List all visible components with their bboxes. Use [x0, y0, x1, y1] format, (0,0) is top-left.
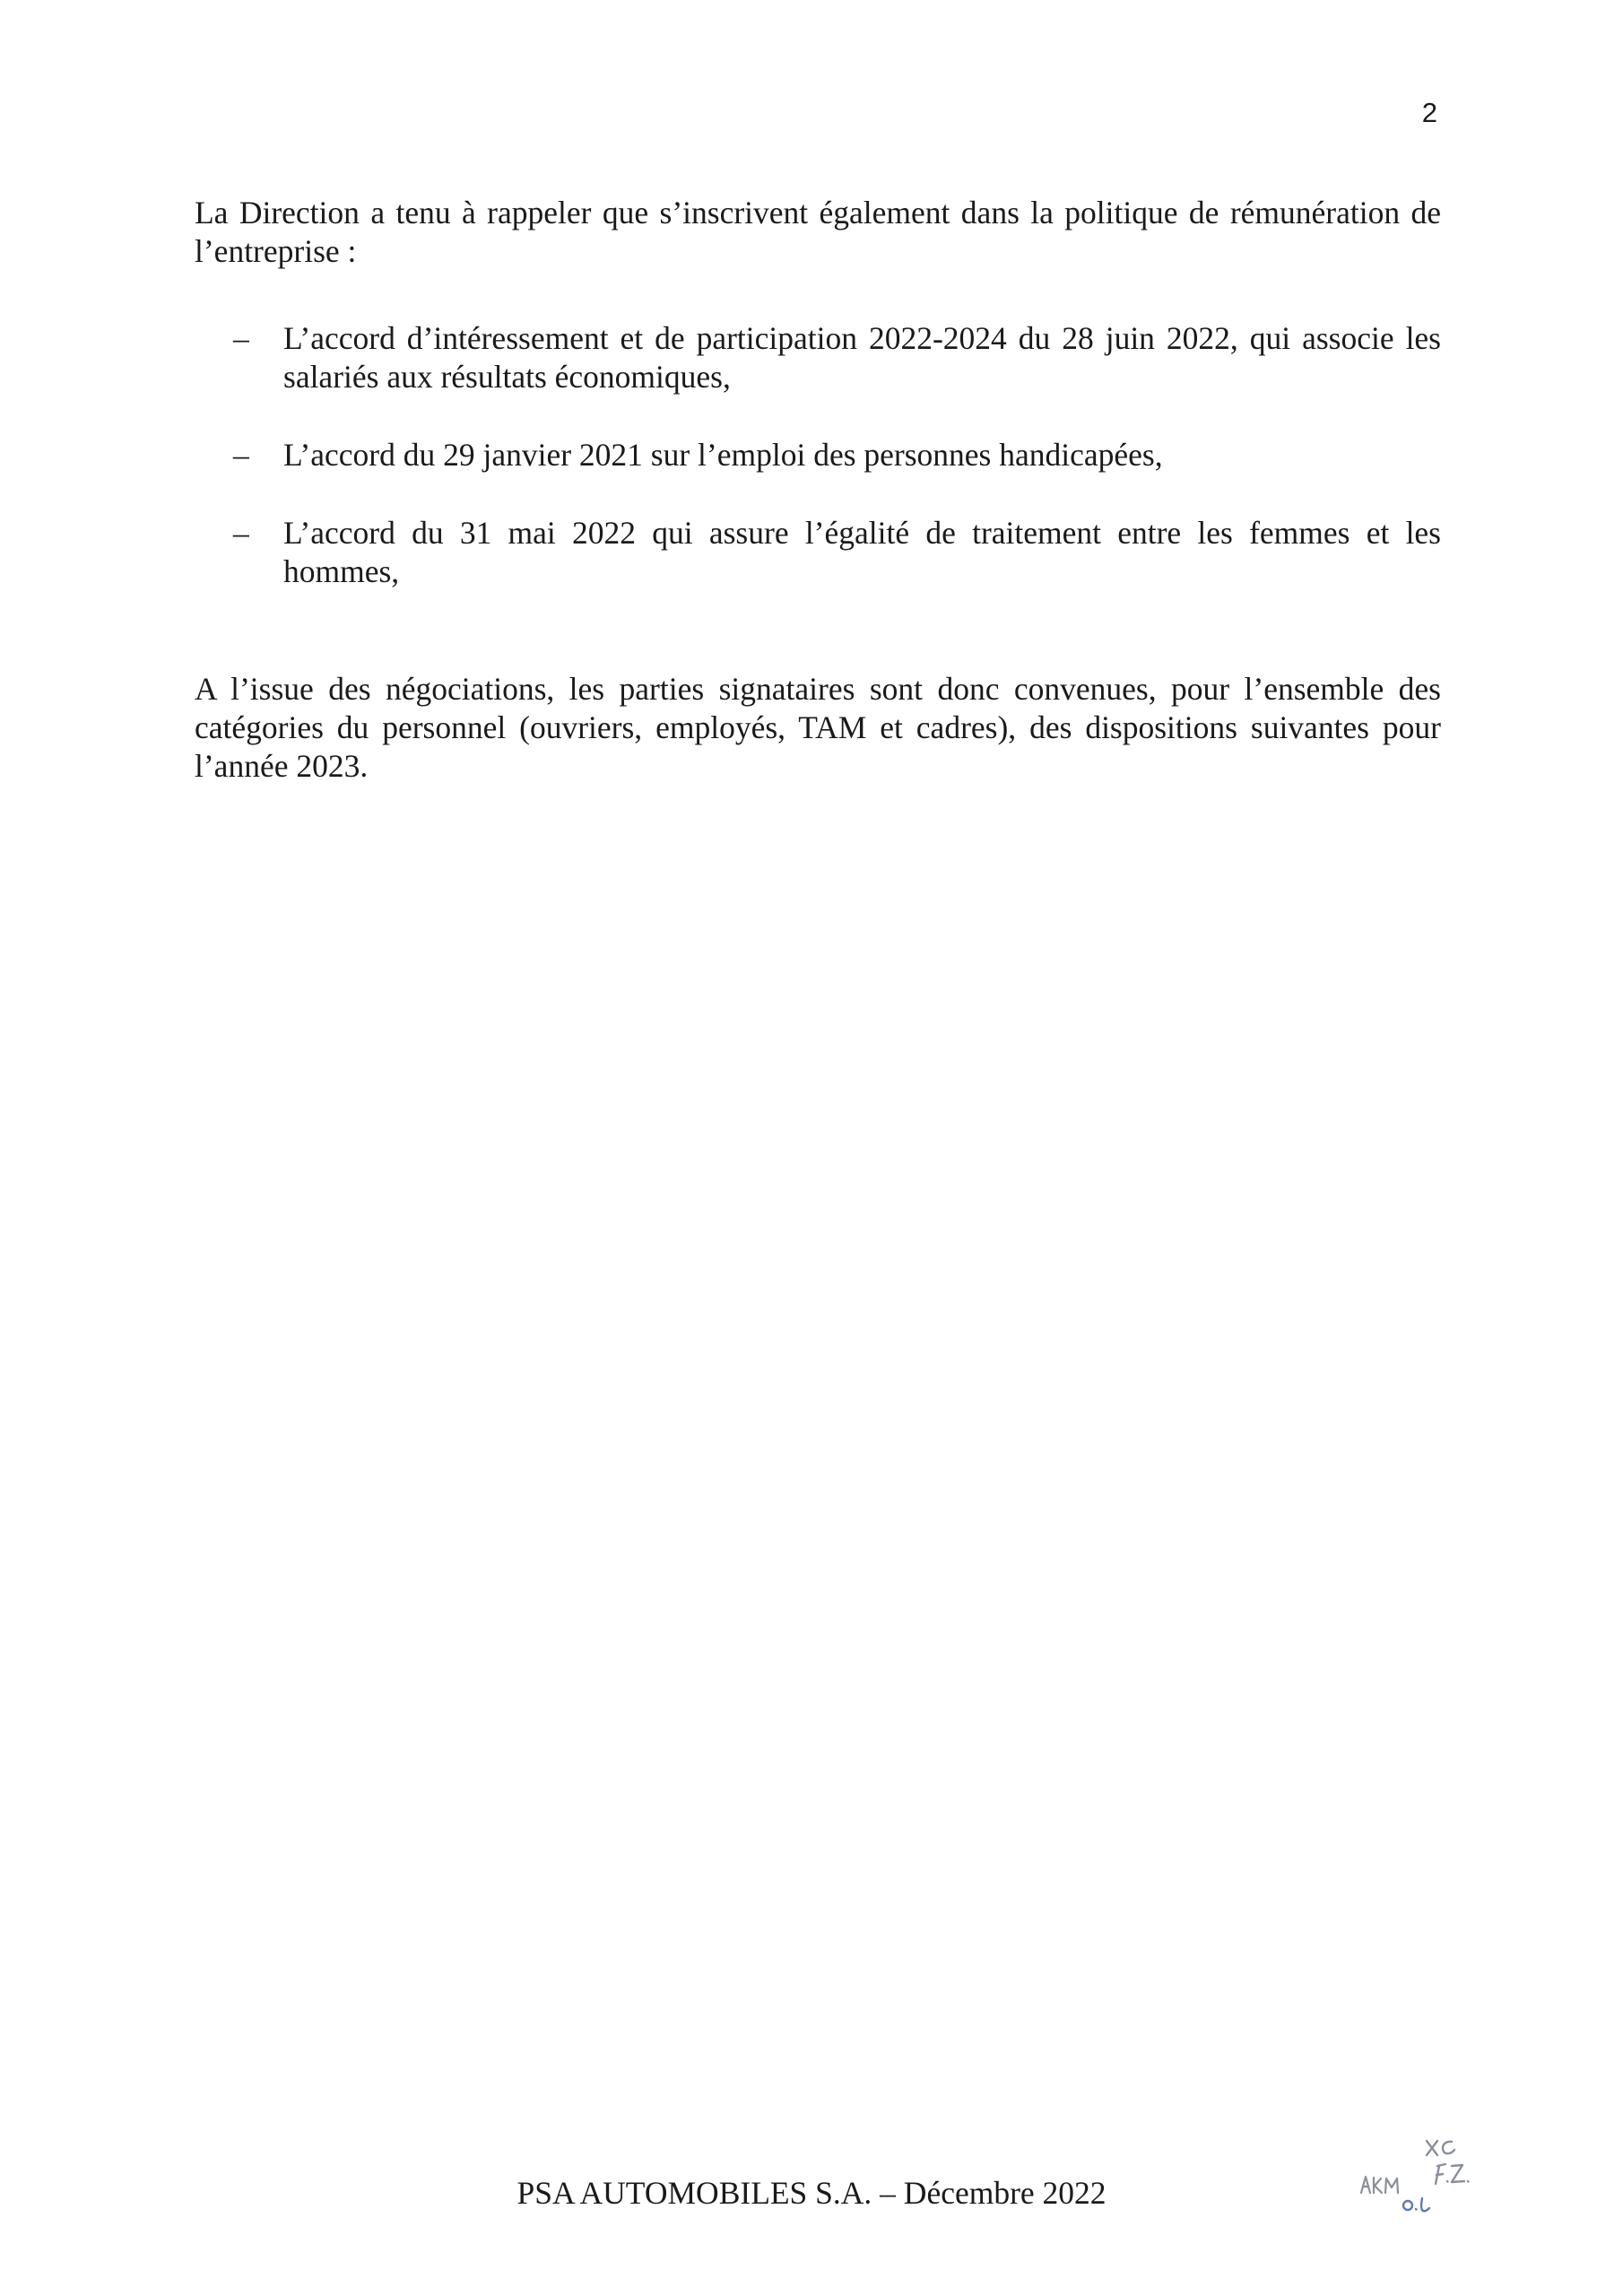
list-item-text: L’accord d’intéressement et de participation 2022-2024 du 28 juin 2022, qui associe les salariés aux résultats économiques,: [283, 320, 1441, 395]
dash-bullet: –: [233, 320, 249, 356]
initials-kc: [1427, 2141, 1454, 2155]
initials-ol: [1403, 2198, 1429, 2211]
list-item: [195, 319, 1441, 396]
list-item: [195, 436, 1441, 474]
conclusion-paragraph: A l’issue des négociations, les parties signataires sont donc convenues, pour l’ensemble des catégories du personnel (ouvriers, employés, TAM et cadres), des dispositions suivantes pour l’année 2023.: [195, 671, 1441, 784]
document-body: [195, 194, 1441, 786]
intro-paragraph: La Direction a tenu à rappeler que s’inscrivent également dans la politique de rémunération de l’entreprise :: [195, 195, 1441, 269]
initials-fz: [1436, 2164, 1469, 2184]
list-item-text: L’accord du 31 mai 2022 qui assure l’égalité de traitement entre les femmes et les hommes,: [283, 515, 1441, 589]
list-item: [195, 514, 1441, 591]
dash-bullet: –: [233, 437, 249, 473]
handwritten-initials: [1358, 2130, 1484, 2229]
list-item-text: L’accord du 29 janvier 2021 sur l’emploi des personnes handicapées,: [283, 437, 1163, 473]
page-footer: PSA AUTOMOBILES S.A. – Décembre 2022: [516, 2175, 1107, 2211]
bullet-list: [195, 319, 1441, 591]
dash-bullet: –: [233, 515, 249, 551]
initials-akm: [1361, 2177, 1398, 2193]
page-number: 2: [1421, 97, 1437, 128]
